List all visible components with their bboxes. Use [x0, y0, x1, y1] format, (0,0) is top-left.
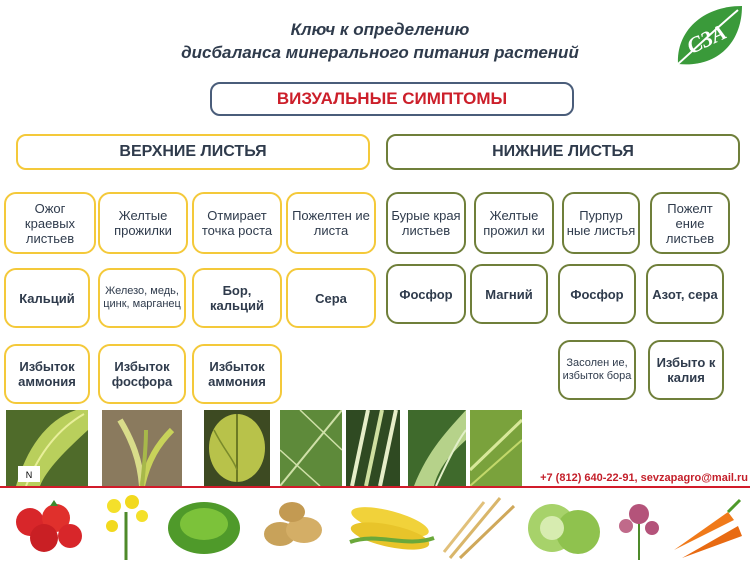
upper-cause-box: Железо, медь, цинк, марганец	[98, 268, 186, 328]
contact-info: +7 (812) 640-22-91, sevzapagro@mail.ru	[540, 472, 748, 484]
upper-excess-box: Избыток фосфора	[98, 344, 186, 404]
leaf-photo-magnesium	[408, 410, 466, 486]
potato-icon	[258, 492, 328, 560]
lower-cause-box: Фосфор	[558, 264, 636, 324]
leaf-photo-potassium	[470, 410, 522, 486]
clover-icon	[612, 492, 666, 560]
upper-symptom-box: Желтые прожилки	[98, 192, 188, 254]
leaf-photo-micro	[102, 410, 182, 486]
photo-label: N	[25, 470, 33, 480]
upper-symptom-box: Отмирает точка роста	[192, 192, 282, 254]
title-line-1: Ключ к определению	[290, 20, 470, 39]
tomato-icon	[8, 492, 88, 560]
corn-icon	[346, 492, 436, 560]
upper-excess-box: Избыток аммония	[192, 344, 282, 404]
cabbage-icon	[524, 492, 604, 560]
divider-line	[0, 486, 750, 488]
leaf-logo-icon	[672, 2, 746, 72]
leaf-photo-stripes	[346, 410, 400, 486]
lower-leaves-header: НИЖНИЕ ЛИСТЬЯ	[386, 134, 740, 170]
lower-symptom-box: Бурые края листьев	[386, 192, 466, 254]
upper-symptom-box: Ожог краевых листьев	[4, 192, 96, 254]
lower-symptom-box: Пурпур ные листья	[562, 192, 640, 254]
lower-cause-box: Фосфор	[386, 264, 466, 324]
lower-cause-box: Магний	[470, 264, 548, 324]
rapeseed-flower-icon	[94, 492, 158, 560]
upper-leaves-header: ВЕРХНИЕ ЛИСТЬЯ	[16, 134, 370, 170]
upper-cause-box: Сера	[286, 268, 376, 328]
upper-cause-box: Бор, кальций	[192, 268, 282, 328]
lower-cause-box: Азот, сера	[646, 264, 724, 324]
visual-symptoms-header: ВИЗУАЛЬНЫЕ СИМПТОМЫ	[210, 82, 574, 116]
upper-symptom-box: Пожелтен ие листа	[286, 192, 376, 254]
logo-text: СЗА	[682, 18, 731, 59]
lower-excess-box: Избыто к калия	[648, 340, 724, 400]
carrot-icon	[668, 492, 746, 560]
upper-excess-box: Избыток аммония	[4, 344, 90, 404]
wheat-icon	[440, 492, 520, 560]
title-line-2: дисбаланса минерального питания растений	[181, 43, 579, 62]
page-title	[120, 18, 640, 64]
lower-symptom-box: Пожелт ение листьев	[650, 192, 730, 254]
lower-symptom-box: Желтые прожил ки	[474, 192, 554, 254]
leaf-photo-calcium	[6, 410, 88, 486]
leaf-photo-growth-point	[204, 410, 270, 486]
upper-cause-box: Кальций	[4, 268, 90, 328]
leaf-photo-sulfur	[280, 410, 342, 486]
lower-excess-box: Засолен ие, избыток бора	[558, 340, 636, 400]
lettuce-icon	[164, 492, 244, 560]
